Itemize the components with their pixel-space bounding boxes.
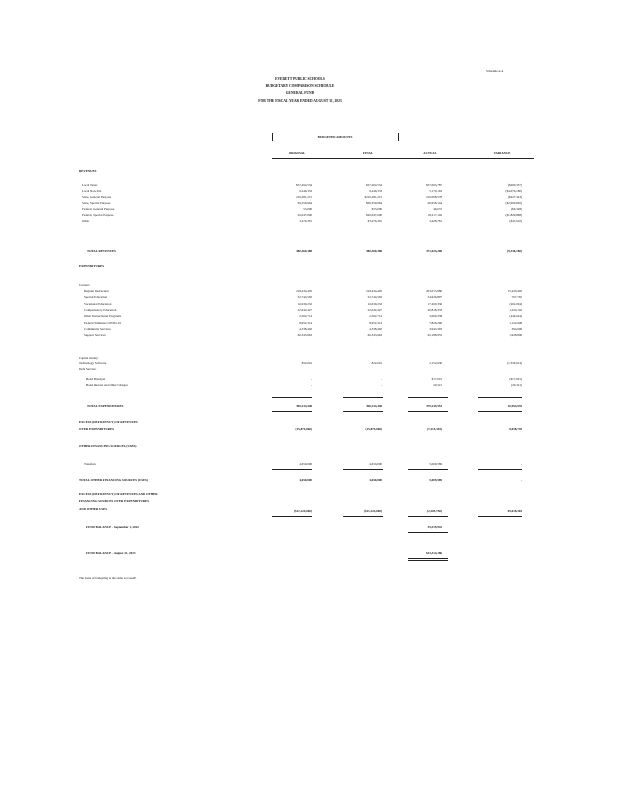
total-expenditures-final: 396,234,448 [366, 404, 382, 408]
row-actual: 66,958,144 [427, 201, 442, 205]
row-label: Federal Stimulus COVID-19 [84, 320, 121, 325]
row-actual: 3,428,781 [429, 219, 442, 223]
row-label: State, General Purpose [82, 195, 112, 199]
row-original: - [310, 377, 312, 381]
row-final: 52,744,592 [367, 295, 382, 300]
total-other-financing-actual: 5,009,589 [429, 478, 442, 482]
transfers-label: Transfers [84, 462, 96, 466]
excess-all-original: ($11,224,060) [294, 509, 312, 513]
fund-balance-end-actual: $33,314,186 [426, 551, 442, 555]
excess-final: (15,874,060) [365, 427, 382, 431]
excess-actual: (7,215,345) [427, 427, 442, 431]
row-actual: 7,829,266 [429, 320, 442, 325]
row-variance: 1,224,102 [509, 307, 522, 312]
row-actual: 20,818,333 [427, 307, 442, 312]
row-variance: ($47,610) [509, 219, 522, 223]
transfers-actual: 5,009,589 [429, 462, 442, 466]
row-original: 53,000 [303, 207, 312, 211]
other-financing-heading: OTHER FINANCING SOURCES (USES) [79, 444, 137, 448]
row-variance: ($227,343) [507, 195, 522, 199]
capital-outlay-label: Capital Outlay: [79, 356, 99, 360]
row-original: 3,476,391 [299, 219, 312, 223]
row-variance: 1,928,800 [509, 333, 522, 338]
row-original: $57,264,534 [296, 183, 312, 187]
rule-fb-start [408, 532, 448, 533]
row-label: Other Instructional Programs [84, 314, 122, 319]
excess-all-final: ($11,224,060) [364, 509, 382, 513]
total-other-financing-label: TOTAL OTHER FINANCING SOURCES (USES) [79, 478, 148, 482]
row-variance: (402,004) [509, 301, 522, 306]
schedule-label: Schedule A-4 [486, 69, 504, 73]
excess-label-1: EXCESS (DEFICIENCY) OF REVENUES [79, 420, 138, 424]
rule-of-original [272, 469, 312, 470]
rule-ea-actual [408, 516, 448, 517]
row-label: Special Education [84, 295, 108, 300]
rule-ea-final [343, 516, 383, 517]
row-final: $3,476,391 [367, 219, 382, 223]
technology-variance: (1,330,614) [507, 361, 522, 365]
header-rule [272, 158, 534, 159]
row-label: Bond Interest and Other Charges [86, 383, 128, 387]
transfers-final: 4,650,000 [369, 462, 382, 466]
row-actual: 5,170,163 [429, 189, 442, 193]
row-actual: 3,943,393 [429, 326, 442, 331]
total-other-financing-variance: - [520, 478, 522, 482]
rule-exp-final [343, 397, 383, 398]
total-other-financing-original: 4,650,000 [299, 478, 312, 482]
row-label: Bond Principal [86, 377, 106, 381]
row-label: Other [82, 219, 90, 223]
row-original: 52,744,592 [297, 295, 312, 300]
rule-of-actual [408, 469, 448, 470]
total-other-financing-final: 4,650,000 [369, 478, 382, 482]
technology-final: 822,016 [371, 361, 382, 365]
row-variance: ($2,900,820) [505, 201, 522, 205]
row-label: Federal, General Purpose [82, 207, 115, 211]
excess-all-label-3: AND OTHER USES [79, 507, 107, 511]
row-variance: ($1,829,898) [505, 213, 522, 217]
total-expenditures-label: TOTAL EXPENDITURES [87, 404, 124, 408]
row-actual: 203,013,986 [426, 289, 442, 293]
header-bracket-right [398, 133, 399, 141]
rule-fb-end-2 [408, 560, 448, 561]
rule-totexp-final [343, 411, 383, 412]
title-fund: GENERAL FUND [285, 91, 315, 95]
total-expenditures-original: 396,234,448 [296, 404, 312, 408]
row-variance: ($4,076,180) [505, 189, 522, 193]
column-final: FINAL [363, 151, 373, 155]
transfers-original: 4,650,000 [299, 462, 312, 466]
rule-totexp-actual [408, 411, 448, 412]
row-original: 2,562,714 [299, 314, 312, 319]
footnote: The basis of budgeting is the same as GAAP. [79, 576, 137, 580]
total-revenues-final: 380,360,388 [366, 249, 382, 253]
row-actual: 18,217,102 [427, 213, 442, 217]
row-label: Local Non-Tax [82, 189, 102, 193]
budgeted-amounts-label: BUDGETED AMOUNTS [317, 135, 353, 139]
row-actual: 17,260,336 [427, 301, 442, 306]
column-variance: VARIANCE [493, 151, 511, 155]
excess-all-label-1: EXCESS (DEFICIENCY) OF REVENUES AND OTHER [79, 492, 158, 496]
row-variance: 394,009 [511, 326, 522, 331]
row-label: Regular Instruction [84, 289, 109, 293]
excess-variance: 8,658,745 [509, 427, 522, 431]
title-district: EVERETT PUBLIC SCHOOLS [275, 77, 325, 81]
total-revenues-actual: 371,024,208 [426, 249, 442, 253]
row-label: Community Services [84, 326, 111, 331]
row-original: 9,246,333 [299, 189, 312, 193]
technology-original: 822,016 [301, 361, 312, 365]
row-original: 4,338,402 [299, 326, 312, 331]
fund-balance-start-actual: 35,519,942 [427, 525, 442, 529]
total-expenditures-actual: 379,239,553 [426, 404, 442, 408]
row-final: 2,562,714 [369, 314, 382, 319]
row-original: 16,630,232 [297, 301, 312, 306]
rule-ea-original [272, 516, 312, 517]
row-final: $210,281,215 [364, 195, 382, 199]
technology-actual: 2,152,630 [429, 361, 442, 365]
row-label: State, Special Purpose [82, 201, 111, 205]
rule-of-variance [478, 469, 522, 470]
row-original: 210,281,215 [296, 195, 312, 199]
fund-balance-start-label: FUND BALANCE - September 1, 2022 [86, 525, 139, 529]
transfers-variance: - [520, 462, 522, 466]
row-original: 218,434,405 [296, 289, 312, 293]
row-actual: 46,672 [433, 207, 442, 211]
row-original: 69,359,964 [297, 201, 312, 205]
row-actual: 210,008,578 [426, 195, 442, 199]
row-original: 8,952,314 [299, 320, 312, 325]
row-variance: (20,321) [511, 383, 522, 387]
row-final: 66,343,963 [367, 333, 382, 338]
row-actual: 62,188,953 [427, 333, 442, 338]
row-label: Vocational Education [84, 301, 112, 306]
rule-exp-original [272, 397, 312, 398]
row-variance: 767,765 [511, 295, 522, 300]
row-final: - [380, 377, 382, 381]
row-final: $53,000 [371, 207, 382, 211]
excess-label-2: OVER EXPENDITURES [79, 427, 114, 431]
row-actual: $17,001 [431, 377, 442, 381]
total-revenues-original: 380,360,388 [296, 249, 312, 253]
row-final: 8,952,314 [369, 320, 382, 325]
row-final: 4,338,402 [369, 326, 382, 331]
technology-label: Technology Software [79, 361, 107, 365]
rule-totexp-original [272, 411, 312, 412]
excess-all-variance: $9,018,304 [507, 509, 522, 513]
row-variance: ($200,337) [507, 183, 522, 187]
column-actual: ACTUAL [423, 151, 437, 155]
row-final: 9,246,333 [369, 189, 382, 193]
row-actual: 54,926,897 [427, 295, 442, 300]
current-label: Current: [79, 283, 90, 287]
rule-of-final [343, 469, 383, 470]
excess-all-label-2: FINANCING SOURCES OVER EXPENDITURES [79, 499, 150, 503]
rule-exp-actual [408, 397, 448, 398]
title-schedule: BUDGETARY COMPARISON SCHEDULE [265, 84, 335, 88]
total-revenues-label: TOTAL REVENUES [87, 249, 116, 253]
row-label: Support Services [84, 333, 106, 338]
rule-ea-variance [478, 516, 522, 517]
total-revenues-variance: (9,336,180) [507, 249, 522, 253]
row-final: - [380, 383, 382, 387]
expenditures-heading: EXPENDITURES [79, 264, 104, 268]
excess-all-actual: (2,205,756) [427, 509, 442, 513]
rule-fb-end-1 [408, 558, 448, 559]
row-label: Compensatory Education [84, 307, 117, 312]
row-original: 66,343,963 [297, 333, 312, 338]
row-actual: $57,063,787 [426, 183, 442, 187]
row-final: $20,047,000 [366, 213, 382, 217]
column-original: ORIGINAL [288, 151, 306, 155]
rule-totexp-variance [478, 411, 522, 412]
row-final: 218,434,405 [366, 289, 382, 293]
row-actual: 3,009,338 [429, 314, 442, 319]
row-label: Federal, Special Purpose [82, 213, 114, 217]
row-actual: 20,321 [433, 383, 442, 387]
row-original: - [310, 383, 312, 387]
row-final: 16,630,232 [367, 301, 382, 306]
row-final: 22,042,427 [367, 307, 382, 312]
row-label: Local Taxes [82, 183, 98, 187]
row-variance: 15,420,402 [507, 289, 522, 293]
row-variance: ($17,001) [509, 377, 522, 381]
row-original: 22,042,427 [297, 307, 312, 312]
revenues-heading: REVENUES [79, 169, 97, 173]
row-variance: 1,122,948 [509, 320, 522, 325]
row-final: $57,264,534 [366, 183, 382, 187]
row-variance: (446,624) [509, 314, 522, 319]
row-variance: ($6,328) [511, 207, 522, 211]
title-period: FOR THE FISCAL YEAR ENDED AUGUST 31, 2023 [258, 99, 342, 103]
total-expenditures-variance: 16,994,935 [507, 404, 522, 408]
excess-original: (15,874,060) [295, 427, 312, 431]
rule-exp-variance [478, 397, 522, 398]
row-original: 20,047,000 [297, 213, 312, 217]
row-final: $69,359,964 [366, 201, 382, 205]
debt-service-label: Debt Service: [79, 367, 97, 371]
fund-balance-end-label: FUND BALANCE - August 31, 2023 [86, 551, 136, 555]
